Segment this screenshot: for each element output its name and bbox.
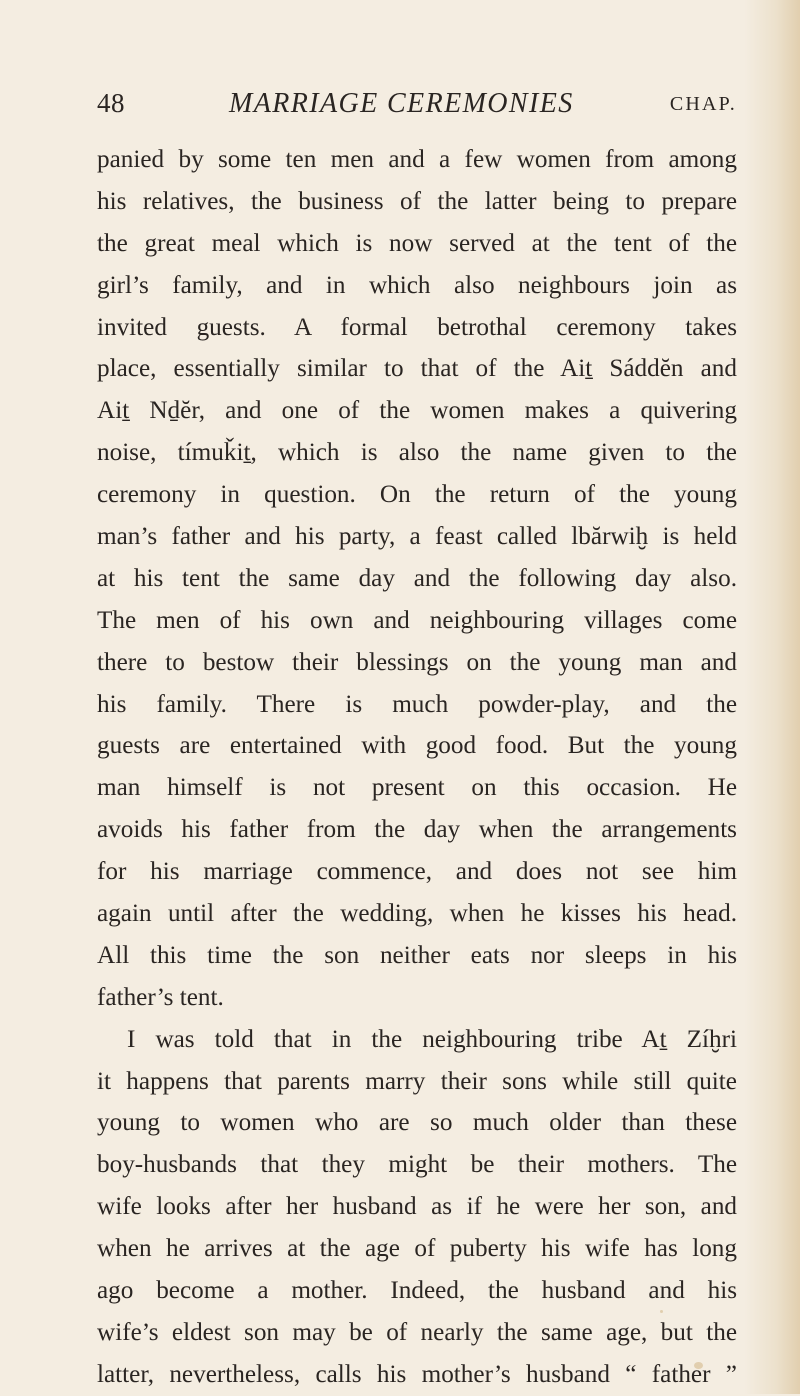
running-title: MARRIAGE CEREMONIES — [229, 88, 574, 119]
text-line: wife looks after her husband as if he were her son, and — [97, 1193, 737, 1221]
text-line: for his marriage commence, and does not see him — [97, 858, 737, 886]
text-line: panied by some ten men and a few women from among — [97, 146, 737, 173]
text-line: noise, tímuǩiṯ, which is also the name given to the — [97, 439, 737, 467]
text-line: The men of his own and neighbouring villages come — [97, 606, 737, 634]
text-line: avoids his father from the day when the arrangements — [97, 816, 737, 844]
text-line: ago become a mother. Indeed, the husband and his — [97, 1277, 737, 1305]
text-line: it happens that parents marry their sons while still quite — [97, 1067, 737, 1095]
text-line: latter, nevertheless, calls his mother’s husband “ father ” — [97, 1360, 737, 1388]
body-text — [97, 139, 737, 1396]
text-line: boy-husbands that they might be their mothers. The — [97, 1151, 737, 1179]
chapter-label: CHAP. — [669, 93, 737, 115]
text-line: again until after the wedding, when he kisses his head. — [97, 900, 737, 928]
text-line: father’s tent. — [97, 983, 224, 1011]
text-line-paragraph-start: I was told that in the neighbouring tribe Aṯ Zíḫri — [127, 1025, 737, 1053]
paper-stain — [694, 1362, 703, 1369]
text-line: place, essentially similar to that of the Aiṯ Sáddĕn and — [97, 355, 737, 383]
text-line: invited guests. A formal betrothal ceremony takes — [97, 313, 737, 341]
running-head — [97, 88, 737, 128]
text-line: ceremony in question. On the return of the young — [97, 481, 737, 509]
text-line: girl’s family, and in which also neighbours join as — [97, 271, 737, 299]
text-line: at his tent the same day and the following day also. — [97, 564, 737, 592]
text-line: man himself is not present on this occasion. He — [97, 774, 737, 802]
paper-stain — [660, 1310, 663, 1313]
text-line: Aiṯ Nḏĕr, and one of the women makes a quivering — [97, 397, 737, 425]
text-line: the great meal which is now served at the tent of the — [97, 229, 737, 257]
text-line: when he arrives at the age of puberty his wife has long — [97, 1235, 737, 1263]
text-line: All this time the son neither eats nor sleeps in his — [97, 941, 737, 969]
page-number: 48 — [97, 88, 125, 118]
text-line: man’s father and his party, a feast called lbărwiḫ is held — [97, 523, 737, 551]
text-line: guests are entertained with good food. But the young — [97, 732, 737, 760]
text-line: there to bestow their blessings on the young man and — [97, 648, 737, 676]
text-line: his relatives, the business of the latter being to prepare — [97, 187, 737, 215]
text-line: his family. There is much powder-play, and the — [97, 690, 737, 718]
text-line: wife’s eldest son may be of nearly the same age, but the — [97, 1318, 737, 1346]
text-line: young to women who are so much older than these — [97, 1109, 737, 1137]
